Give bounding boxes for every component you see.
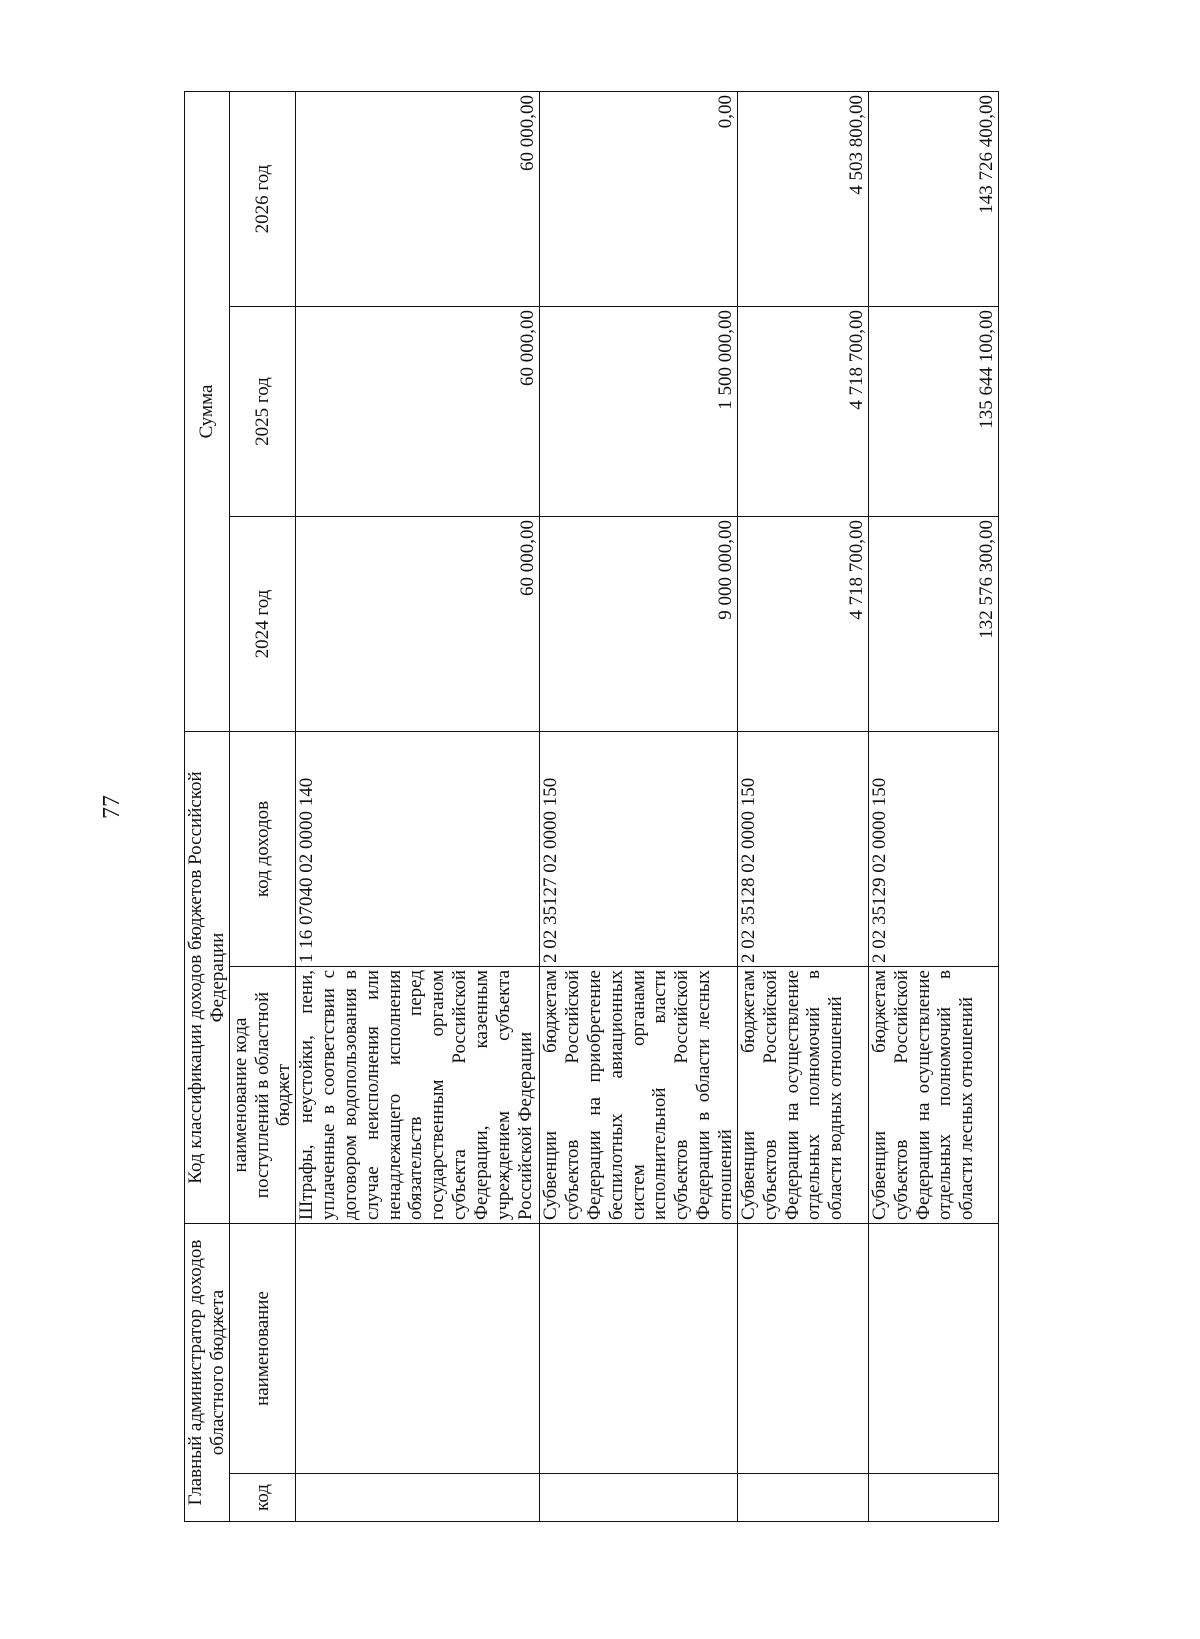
amount-2024-cell: 60 000,00 <box>296 517 540 732</box>
table-row <box>296 91 540 1521</box>
amount-2026-cell: 143 726 400,00 <box>868 91 998 306</box>
admin-name-cell <box>296 1224 540 1474</box>
header-income-code: код доходов <box>229 732 296 967</box>
income-name-cell: Субвенции бюджетам субъектов Российской Федерации на приобретение беспилотных авиационных систем органами исполнительной власти субъектов Российской Федерации в области лесных отношений <box>540 967 738 1224</box>
rotated-table-wrapper <box>184 92 997 1522</box>
income-classification-table <box>184 91 999 1522</box>
income-name-cell: Субвенции бюджетам субъектов Российской Федерации на осуществление отдельных полномочий в области лесных отношений <box>868 967 998 1224</box>
income-code-cell: 2 02 35128 02 0000 150 <box>737 732 868 967</box>
header-2026: 2026 год <box>229 91 296 306</box>
amount-2026-cell: 4 503 800,00 <box>737 91 868 306</box>
admin-name-cell <box>737 1224 868 1474</box>
table-row <box>868 91 998 1521</box>
income-code-cell: 1 16 07040 02 0000 140 <box>296 732 540 967</box>
header-2025: 2025 год <box>229 307 296 517</box>
amount-2024-cell: 132 576 300,00 <box>868 517 998 732</box>
admin-code-cell <box>868 1474 998 1522</box>
header-kbk-group: Код классификации доходов бюджетов Российской Федерации <box>185 732 230 1224</box>
header-income-name: наименование кода поступлений в областной бюджет <box>229 967 296 1224</box>
amount-2024-cell: 9 000 000,00 <box>540 517 738 732</box>
income-code-cell: 2 02 35127 02 0000 150 <box>540 732 738 967</box>
income-code-cell: 2 02 35129 02 0000 150 <box>868 732 998 967</box>
header-sum-group: Сумма <box>185 91 230 731</box>
amount-2025-cell: 135 644 100,00 <box>868 307 998 517</box>
header-2024: 2024 год <box>229 517 296 732</box>
amount-2026-cell: 0,00 <box>540 91 738 306</box>
income-name-cell: Штрафы, неустойки, пени, уплаченные в соответствии с договором водопользования в случае неисполнения или ненадлежащего исполнения обязательств перед государственным органом субъекта Российской Федерации, казенным учреждением субъекта Российской Федерации <box>296 967 540 1224</box>
table-row <box>540 91 738 1521</box>
admin-code-cell <box>540 1474 738 1522</box>
header-admin-group: Главный администратор доходов областного бюджета <box>185 1224 230 1522</box>
admin-code-cell <box>737 1474 868 1522</box>
amount-2024-cell: 4 718 700,00 <box>737 517 868 732</box>
table-row <box>737 91 868 1521</box>
amount-2025-cell: 4 718 700,00 <box>737 307 868 517</box>
amount-2025-cell: 1 500 000,00 <box>540 307 738 517</box>
income-name-cell: Субвенции бюджетам субъектов Российской Федерации на осуществление отдельных полномочий в области водных отношений <box>737 967 868 1224</box>
admin-name-cell <box>540 1224 738 1474</box>
page-number: 77 <box>99 795 125 819</box>
amount-2026-cell: 60 000,00 <box>296 91 540 306</box>
admin-code-cell <box>296 1474 540 1522</box>
amount-2025-cell: 60 000,00 <box>296 307 540 517</box>
header-name: наименование <box>229 1224 296 1474</box>
header-code: код <box>229 1474 296 1522</box>
admin-name-cell <box>868 1224 998 1474</box>
